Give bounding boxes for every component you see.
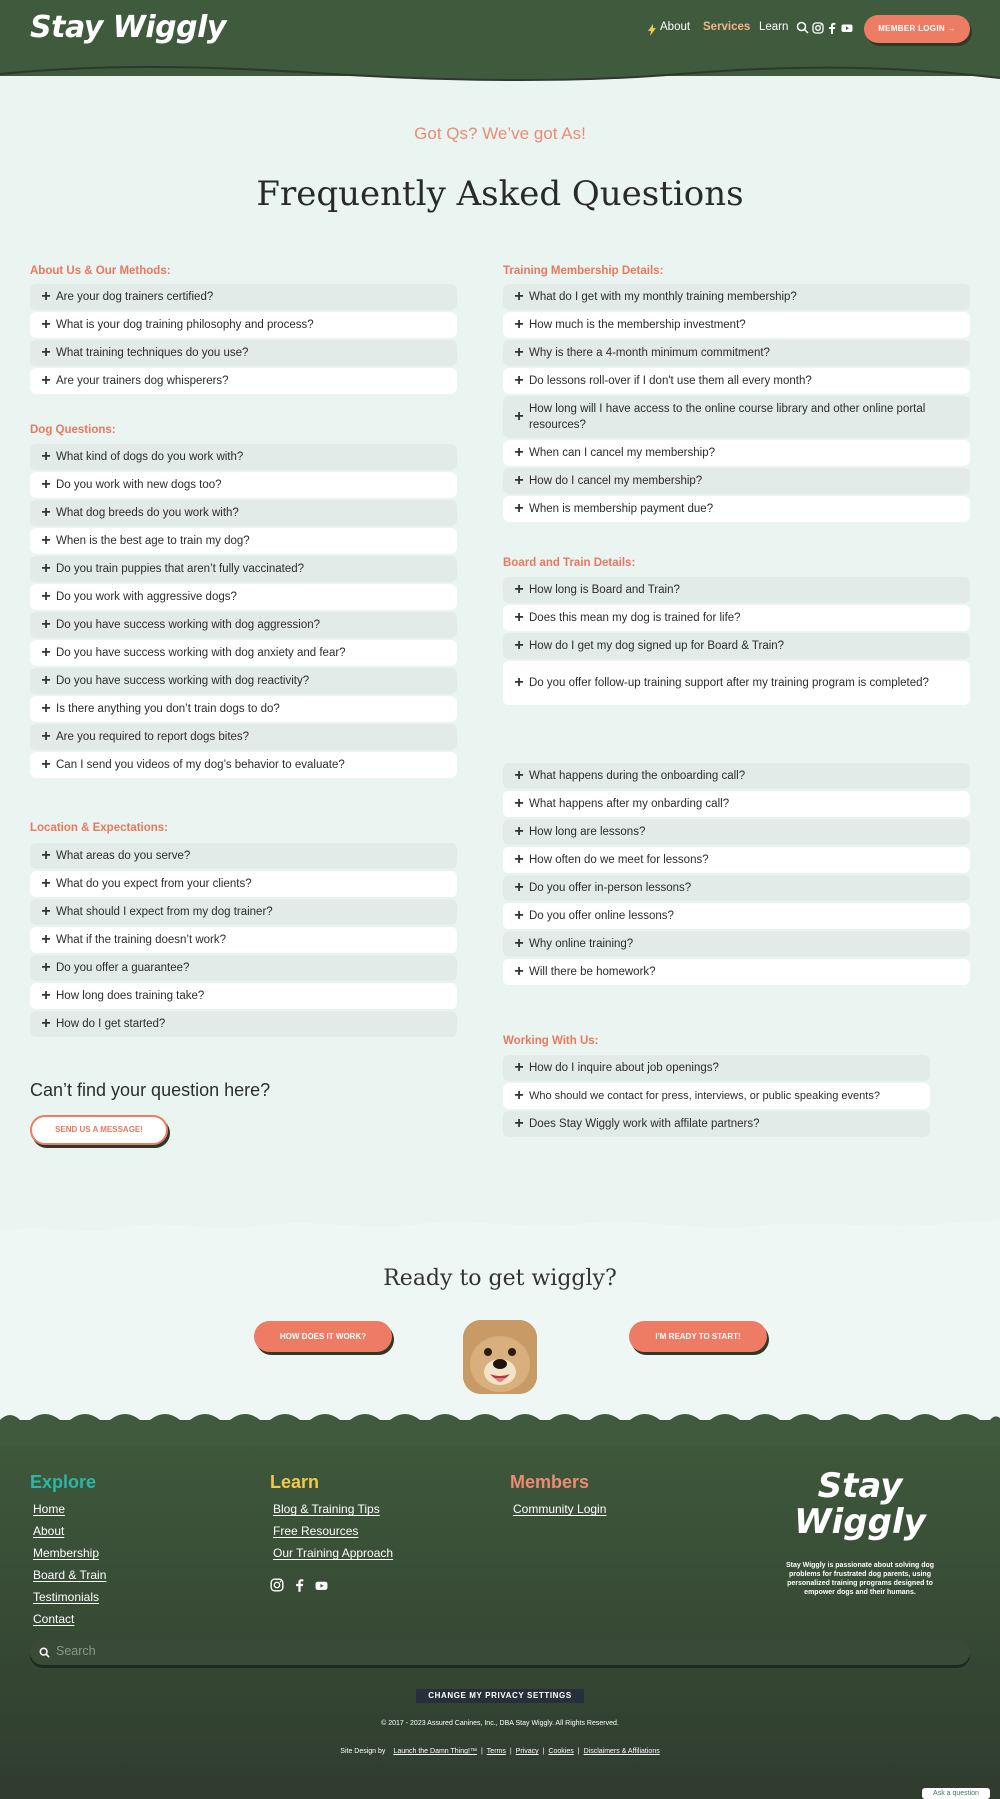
design-by-label: Site Design by [340,1748,386,1755]
plus-icon: + [41,875,51,892]
plus-icon: + [514,344,524,361]
footer-link-board-train[interactable]: Board & Train [33,1568,107,1582]
plus-icon: + [514,472,524,489]
plus-icon: + [41,959,51,976]
facebook-icon[interactable] [828,21,841,34]
footer-link-blog[interactable]: Blog & Training Tips [273,1502,380,1516]
faq-item[interactable]: + Do you have success working with dog reactivity? [30,668,457,694]
faq-item[interactable]: + How often do we meet for lessons? [503,847,970,873]
faq-item[interactable]: + How long is Board and Train? [503,577,970,603]
plus-icon: + [514,637,524,654]
cookies-link[interactable]: Cookies [548,1748,574,1755]
terms-link[interactable]: Terms [486,1748,506,1755]
faq-item[interactable]: + How do I inquire about job openings? [503,1055,930,1081]
cant-find-heading: Can’t find your question here? [30,1080,271,1100]
plus-icon: + [514,372,524,389]
faq-item[interactable]: + When is membership payment due? [503,496,970,522]
plus-icon: + [41,756,51,773]
section-title-dog: Dog Questions: [30,424,116,436]
faq-item[interactable]: + Are your trainers dog whisperers? [30,368,457,394]
faq-item[interactable]: + Does this mean my dog is trained for life? [503,605,970,631]
plus-icon: + [514,500,524,517]
footer-youtube-icon[interactable] [314,1579,329,1597]
plus-icon: + [514,879,524,896]
send-message-button[interactable]: SEND US A MESSAGE! [30,1115,168,1145]
faq-item[interactable]: + How long will I have access to the online course library and other online portal resources? [503,396,970,438]
plus-icon: + [514,1087,524,1104]
faq-item[interactable]: + How long does training take? [30,983,457,1009]
plus-icon: + [41,344,51,361]
search-icon [39,1645,51,1657]
footer-link-membership[interactable]: Membership [33,1546,100,1560]
plus-icon: + [41,532,51,549]
plus-icon: + [514,316,524,333]
bolt-icon [648,23,656,36]
footer-heading-members: Members [510,1472,590,1492]
faq-item[interactable]: + What is your dog training philosophy and process? [30,312,457,338]
plus-icon: + [514,1115,524,1132]
plus-icon: + [514,674,524,691]
nav-about[interactable]: About [660,21,691,33]
plus-icon: + [514,609,524,626]
faq-item[interactable]: + Do you work with aggressive dogs? [30,584,457,610]
ready-wave [0,1212,1000,1236]
section-title-membership: Training Membership Details: [503,265,664,277]
faq-item[interactable]: + Do you offer online lessons? [503,903,970,929]
page-title: Frequently Asked Questions [256,174,744,214]
faq-item[interactable]: + What happens after my onbarding call? [503,791,970,817]
plus-icon: + [514,907,524,924]
section-title-working: Working With Us: [503,1035,599,1047]
dog-photo [463,1320,537,1394]
faq-item[interactable]: + Do you work with new dogs too? [30,472,457,498]
plus-icon: + [41,616,51,633]
faq-item[interactable]: + What areas do you serve? [30,843,457,869]
faq-item[interactable]: + How long are lessons? [503,819,970,845]
faq-item[interactable]: + What do you expect from your clients? [30,871,457,897]
faq-item[interactable]: + What training techniques do you use? [30,340,457,366]
footer-link-training-approach[interactable]: Our Training Approach [273,1546,394,1560]
footer-tagline: Stay Wiggly is passionate about solving dog problems for frustrated dog parents, using personalized training programs designed to empower dogs and their humans. [785,1562,935,1596]
plus-icon: + [41,588,51,605]
footer-facebook-icon[interactable] [295,1578,304,1597]
disclaimers-link[interactable]: Disclaimers & Affiliations [583,1748,660,1755]
faq-item[interactable]: + How do I get started? [30,1011,457,1037]
faq-item[interactable]: + What do I get with my monthly training membership? [503,284,970,310]
faq-item[interactable]: + Do you train puppies that aren’t fully vaccinated? [30,556,457,582]
plus-icon: + [41,288,51,305]
footer-search-input[interactable] [30,1639,970,1665]
member-login-button[interactable]: MEMBER LOGIN → [864,15,970,43]
plus-icon: + [514,935,524,952]
plus-icon: + [41,560,51,577]
search-placeholder: Search [56,1644,96,1658]
header-wave [0,60,1000,84]
plus-icon: + [41,372,51,389]
site-logo[interactable]: Stay Wiggly [30,10,226,45]
section-title-board: Board and Train Details: [503,557,636,569]
faq-item[interactable]: + Are you required to report dogs bites? [30,724,457,750]
plus-icon: + [41,644,51,661]
faq-item[interactable]: + What dog breeds do you work with? [30,500,457,526]
faq-item[interactable]: + How do I cancel my membership? [503,468,970,494]
footer-link-free-resources[interactable]: Free Resources [273,1524,359,1538]
footer-logo[interactable]: Stay Wiggly [794,1466,926,1542]
faq-item[interactable]: + What kind of dogs do you work with? [30,444,457,470]
faq-item[interactable]: + How much is the membership investment? [503,312,970,338]
section-title-about: About Us & Our Methods: [30,265,171,277]
plus-icon: + [41,700,51,717]
plus-icon: + [41,448,51,465]
faq-item[interactable]: + What should I expect from my dog trainer? [30,899,457,925]
faq-item[interactable]: + Why is there a 4-month minimum commitment? [503,340,970,366]
privacy-settings-button[interactable]: CHANGE MY PRIVACY SETTINGS [416,1689,584,1703]
faq-item[interactable]: + Why online training? [503,931,970,957]
nav-services[interactable]: Services [703,21,751,33]
faq-item[interactable]: + What happens during the onboarding call? [503,763,970,789]
plus-icon: + [514,795,524,812]
footer-link-testimonials[interactable]: Testimonials [33,1590,100,1604]
youtube-icon[interactable] [841,21,854,34]
nav-learn[interactable]: Learn [759,21,789,33]
plus-icon: + [41,847,51,864]
plus-icon: + [514,288,524,305]
faq-item[interactable]: + Is there anything you don’t train dogs to do? [30,696,457,722]
plus-icon: + [514,581,524,598]
faq-item[interactable]: + How do I get my dog signed up for Board & Train? [503,633,970,659]
plus-icon: + [514,823,524,840]
footer-instagram-icon[interactable] [270,1578,284,1597]
plus-icon: + [41,504,51,521]
plus-icon: + [41,931,51,948]
footer-link-contact[interactable]: Contact [33,1612,75,1626]
faq-item[interactable]: + Do lessons roll-over if I don't use them all every month? [503,368,970,394]
faq-item[interactable]: + What if the training doesn’t work? [30,927,457,953]
plus-icon: + [514,1059,524,1076]
section-title-location: Location & Expectations: [30,822,169,834]
plus-icon: + [41,728,51,745]
faq-item[interactable]: + Do you have success working with dog anxiety and fear? [30,640,457,666]
ask-question-button[interactable]: Ask a question [922,1788,990,1799]
copyright: © 2017 - 2023 Assured Canines, Inc., DBA Stay Wiggly. All Rights Reserved. [381,1720,619,1727]
footer-drip-wave [0,1412,1000,1446]
faq-kicker: Got Qs? We’ve got As! [414,124,586,143]
faq-item[interactable]: + When is the best age to train my dog? [30,528,457,554]
faq-item[interactable]: + Do you offer follow-up training support after my training program is completed? [503,661,970,705]
footer-credits: Site Design by Launch the Damn Thing!™ | Terms | Privacy | Cookies | Disclaimers & Affiliations [340,1748,660,1755]
faq-item[interactable]: + Do you have success working with dog aggression? [30,612,457,638]
footer-link-community-login[interactable]: Community Login [513,1502,607,1516]
plus-icon: + [41,672,51,689]
faq-item[interactable]: + Do you offer in-person lessons? [503,875,970,901]
plus-icon: + [41,1015,51,1032]
faq-item[interactable]: + Do you offer a guarantee? [30,955,457,981]
privacy-link[interactable]: Privacy [515,1748,539,1755]
plus-icon: + [514,767,524,784]
faq-item[interactable]: + Who should we contact for press, interviews, or public speaking events? [503,1083,930,1109]
faq-item[interactable]: + Are your dog trainers certified? [30,284,457,310]
footer-heading-explore: Explore [30,1472,97,1492]
search-icon[interactable] [796,21,809,34]
plus-icon: + [514,963,524,980]
faq-item[interactable]: + Will there be homework? [503,959,970,985]
plus-icon: + [514,408,524,425]
footer-heading-learn: Learn [270,1472,320,1492]
plus-icon: + [41,903,51,920]
faq-item[interactable]: + Does Stay Wiggly work with affilate partners? [503,1111,930,1137]
footer-link-home[interactable]: Home [33,1502,66,1516]
designer-link[interactable]: Launch the Damn Thing!™ [393,1748,477,1755]
faq-item[interactable]: + Can I send you videos of my dog’s behavior to evaluate? [30,752,457,778]
ready-heading: Ready to get wiggly? [383,1266,617,1291]
how-it-works-button[interactable]: HOW DOES IT WORK? [254,1321,392,1352]
footer-link-about[interactable]: About [33,1524,65,1538]
plus-icon: + [41,476,51,493]
ready-to-start-button[interactable]: I’M READY TO START! [629,1321,767,1352]
plus-icon: + [41,316,51,333]
faq-item[interactable]: + When can I cancel my membership? [503,440,970,466]
plus-icon: + [514,851,524,868]
plus-icon: + [41,987,51,1004]
plus-icon: + [514,444,524,461]
instagram-icon[interactable] [812,21,825,34]
